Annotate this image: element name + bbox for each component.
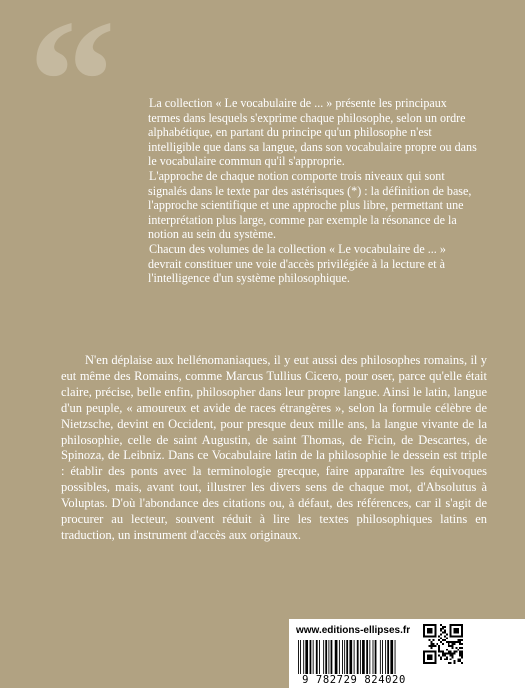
intro-paragraph-3: Chacun des volumes de la collection « Le vocabulaire de ... » devrait constituer une voie d'accès privilégiée à la lecture et à l'intelligence d'un système philosophique. bbox=[148, 241, 446, 286]
book-summary bbox=[61, 353, 487, 544]
barcode-panel bbox=[289, 619, 525, 688]
intro-paragraph-1: La collection « Le vocabulaire de ... » présente les principaux termes dans lesquels s'exprime chaque philosophe, selon un ordre alphabétique, en partant du principe qu'un philosophe n'est intelligible que dans sa langue, dans son vocabulaire propre ou dans le vocabulaire commun qu'il s'approprie. bbox=[148, 96, 477, 169]
intro-paragraph-2: L'approche de chaque notion comporte trois niveaux qui sont signalés dans le texte par des astérisques (*) : la définition de base, l'approche scientifique et une approche plus libre, permettant une interprétation plus large, comme par exemple la résonance de la notion au sein du système. bbox=[148, 168, 472, 242]
isbn-barcode bbox=[298, 640, 408, 674]
decorative-quote-mark: “ bbox=[28, 0, 116, 179]
isbn-number: 9 782729 824020 bbox=[302, 674, 406, 686]
collection-description bbox=[148, 96, 480, 286]
qr-code bbox=[423, 624, 463, 664]
summary-paragraph: N'en déplaise aux hellénomaniaques, il y eut aussi des philosophes romains, il y eut même des Romains, comme Marcus Tullius Cicero, pour oser, parce qu'elle était claire, précise, belle enfin, philosopher dans leur propre langue. Ainsi le latin, langue d'un peuple, « amoureux et avide de races étrangères », selon la formule célèbre de Nietzsche, devint en Occident, pour presque deux mille ans, la langue vivante de la philosophie, celle de saint Augustin, de saint Thomas, de Ficin, de Descartes, de Spinoza, de Leibniz. Dans ce Vocabulaire latin de la philosophie le dessein est triple : établir des ponts avec la terminologie grecque, faire apparaître les équivoques possibles, mais, avant tout, illustrer les divers sens de chaque mot, d'Absolutus à Voluptas. D'où l'abondance des citations ou, à défaut, des références, car il s'agit de procurer au lecteur, souvent réduit à lire les textes philosophiques latins en traduction, un instrument d'accès aux originaux. bbox=[61, 353, 487, 542]
publisher-website[interactable]: www.editions-ellipses.fr bbox=[296, 625, 411, 636]
